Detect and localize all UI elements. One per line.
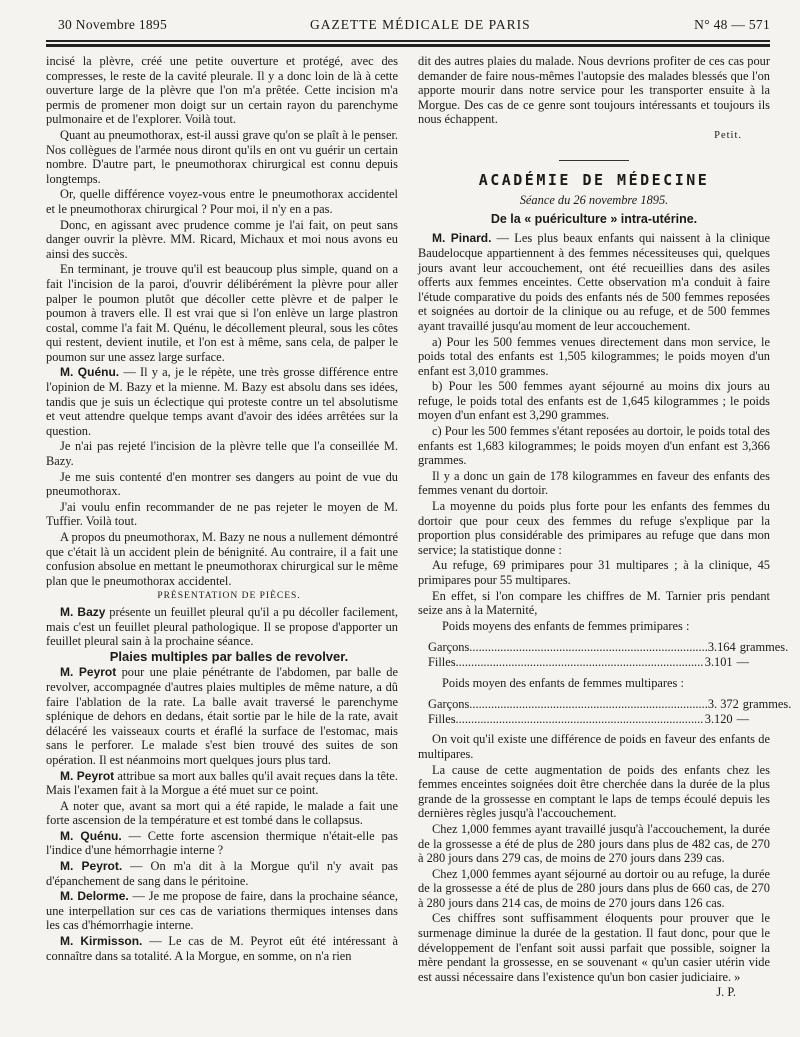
- author-signature: Petit.: [714, 129, 742, 141]
- paragraph: Quant au pneumothorax, est-il aussi grave qu'on se plaît à le penser. Nos collègues de l'armée nous diront qu'ils en ont vu guérir un certain nombre. D'autre part, le pneumothorax chirurgical est connu depuis longtemps.: [46, 127, 398, 186]
- paragraph: [46, 829, 398, 858]
- paragraph: Or, quelle différence voyez-vous entre le pneumothorax accidentel et le pneumothorax chirurgical ? Pour moi, il n'y en a pas.: [46, 187, 398, 216]
- paragraph: [46, 365, 398, 438]
- speaker-name: M. Quénu.: [60, 828, 122, 843]
- right-column: [418, 54, 792, 1000]
- section-divider: [559, 160, 629, 161]
- paragraph: Je n'ai pas rejeté l'incision de la plèvre telle que l'a conseillée M. Bazy.: [46, 439, 398, 469]
- paragraph: On voit qu'il existe une différence de poids en faveur des enfants de multipares.: [418, 732, 770, 761]
- speaker-name: M. Bazy: [60, 604, 106, 619]
- paragraph: [46, 769, 398, 798]
- speech-text: — On m'a dit à la Morgue qu'il n'y avait pas d'épanchement de sang dans le péritoine.: [46, 859, 398, 888]
- paragraph: En effet, si l'on compare les chiffres de M. Tarnier pris pendant seize ans à la Maternité,: [418, 588, 770, 618]
- speech-text: — Je me propose de faire, dans la prochaine séance, une interpellation sur ces cas de variations thermiques intenses dans les cas d'hémorrhagie interne.: [46, 889, 398, 933]
- paragraph: Chez 1,000 femmes ayant séjourné au dortoir ou au refuge, la durée de la grossesse a été de plus de 280 jours dans plus de 660 cas, de 270 à 280 jours dans 214 cas, de moins de 270 jours dans 126 cas.: [418, 866, 770, 910]
- table-row: [418, 655, 770, 670]
- journal-title: GAZETTE MÉDICALE DE PARIS: [310, 17, 531, 32]
- paragraph: Il y a donc un gain de 178 kilogrammes en faveur des enfants des femmes venant du dortoir.: [418, 468, 770, 498]
- paragraph: A propos du pneumothorax, M. Bazy ne nous a nullement démontré que c'était là un accident plein de bénignité. Au contraire, il a fait une confusion absolue en mettant le pneumothorax chirurgical sur le même plan que le pneumothorax accidentel.: [46, 530, 398, 588]
- speech-text: — Les plus beaux enfants qui naissent à la clinique Baudelocque appartiennent à des femmes nécessiteuses qui, quelques jours avant leur accouchement, ont été recueillies dans des asiles offerts aux femmes enceintes. Cette observation m'a conduit à faire l'étude comparative du poids des enfants nés de 500 femmes reposées et soignées au dortoir de la clinique ou au refuge, et de 500 femmes ayant travaillé jusqu'au moment de leur accouchement.: [418, 231, 771, 333]
- row-label: Garçons.............................................................................: [428, 697, 708, 712]
- header-rule-thick: [46, 44, 770, 47]
- paragraph: En terminant, je trouve qu'il est beaucoup plus simple, quand on a fait l'incision de la paroi, d'ouvrir délibérément la plèvre pour aller palper le poumon plutôt que décoller cette plèvre et de palper le poumon à travers elle. Il est vrai que si l'on enlève un large plastron costal, comme l'a fait M. Quénu, le décollement pleural, sous les côtes qui restent, devient inutile, et l'on est à même, sans cela, de palper le poumon sur une assez large surface.: [46, 262, 398, 364]
- row-label: Filles................................................................................: [428, 711, 704, 726]
- paragraph: La cause de cette augmentation de poids des enfants chez les femmes enceintes soignées doit être cherchée dans la durée de la plus grande de la grossesse en comptant le laps de temps écoulé depuis les dernières règles jusqu'à l'accouchement.: [418, 762, 770, 821]
- speech-text: présente un feuillet pleural qu'il a pu décoller facilement, mais c'est un feuillet pleural pathologique. Il se propose d'apporter un feuillet pleural sain à la prochaine séance.: [46, 604, 398, 649]
- row-value: 3.164: [707, 640, 736, 655]
- paragraph: [46, 934, 398, 963]
- row-unit: —: [736, 654, 750, 669]
- author-initials: J. P.: [716, 985, 736, 1000]
- table-row: [418, 697, 792, 712]
- speech-text: pour une plaie pénétrante de l'abdomen, par balle de revolver, accompagnée d'autres plaies multiples de même nature, a dû faire l'ablation de la rate. La balle avait traversé le parenchyme splénique de dehors en dedans, était sortie par le hile de la rate, avait délacéré les vaisseaux courts et éraflé la surface de l'estomac, mais sans le perforer. Le malade s'est bien trouvé des suites de son opération. Il est néanmoins mort quelques jours plus tard.: [46, 665, 398, 767]
- table-title: Poids moyens des enfants de femmes primipares :: [442, 618, 690, 633]
- row-value: 3.101: [704, 654, 733, 669]
- speech-text: — Cette forte ascension thermique n'était-elle pas l'indice d'une hémorrhagie interne ?: [46, 828, 398, 858]
- speaker-name: M. Quénu.: [60, 365, 120, 380]
- paragraph: incisé la plèvre, créé une petite ouverture et protégé, avec des compresses, le reste de la cavité pleurale. Il y a donc loin de là à cette ouverture large de la plèvre que l'on m'a prêtée. Cette incision m'a permis de promener mon doigt sur un certain rayon du parenchyme pulmonaire et de l'explorer. Voilà tout.: [46, 54, 398, 127]
- speaker-name: M. Kirmisson.: [60, 934, 143, 949]
- speech-text: — Le cas de M. Peyrot eût été intéressant à connaître dans sa totalité. A la Morgue, en somme, on n'a rien: [46, 934, 399, 963]
- subsection-heading: PRÉSENTATION DE PIÈCES.: [157, 591, 301, 602]
- left-column: [46, 54, 398, 964]
- paragraph: [46, 859, 398, 888]
- speaker-name: M. Peyrot.: [60, 859, 123, 874]
- paragraph: Je me suis contenté d'en montrer ses dangers au point de vue du pneumothorax.: [46, 469, 398, 499]
- paragraph: dit des autres plaies du malade. Nous devrions profiter de ces cas pour demander de faire nous-mêmes l'autopsie des malades blessés que l'on apporte mourir dans notre service pour les transporter ensuite à la Morgue. Des cas de ce genre sont toujours intéressants et toujours ils nous échappent.: [418, 54, 770, 127]
- paragraph: La moyenne du poids plus forte pour les enfants des femmes du dortoir que pour ceux des femmes du refuge s'explique par la proportion plus considérable des primipares au refuge que dans mon service; la statistique donne :: [418, 499, 770, 557]
- paragraph: b) Pour les 500 femmes ayant séjourné au moins dix jours au refuge, le poids total des enfants est de 1,645 kilogrammes ; le poids moyen d'un enfant est 3,290 grammes.: [418, 379, 770, 423]
- page-header: [58, 14, 770, 36]
- row-label: Garçons.............................................................................: [428, 640, 708, 655]
- section-heading: Plaies multiples par balles de revolver.: [109, 648, 349, 664]
- paragraph: A noter que, avant sa mort qui a été rapide, le malade a fait une forte ascension de la température et est tombé dans le collapsus.: [46, 798, 398, 828]
- table-row: [418, 712, 770, 727]
- subject-heading: De la « puériculture » intra-utérine.: [490, 211, 698, 226]
- paragraph: J'ai voulu enfin recommander de ne pas rejeter le moyen de M. Tuffier. Voilà tout.: [46, 499, 398, 529]
- paragraph: a) Pour les 500 femmes venues directement dans mon service, le poids total des enfants est 1,505 kilogrammes; le poids moyen d'un enfant est 3,010 grammes.: [418, 334, 770, 378]
- speech-text: — Il y a, je le répète, une très grosse différence entre l'opinion de M. Bazy et la mienne. M. Bazy est absolu dans ses idées, tandis que je suis un éclectique qui proteste contre un tel absolutisme et veut attendre quelque temps avant d'avoir des idées arrêtées sur la question.: [46, 365, 398, 438]
- row-unit: grammes.: [739, 640, 789, 655]
- paragraph: [46, 605, 398, 649]
- paragraph: [46, 889, 398, 933]
- paragraph: Chez 1,000 femmes ayant travaillé jusqu'à l'accouchement, la durée de la grossesse a été de plus de 280 jours dans plus de 482 cas, de 270 à 280 jours dans 279 cas, de moins de 270 jours dans 239 cas.: [418, 821, 770, 866]
- paragraph: [46, 665, 398, 767]
- issue-date: 30 Novembre 1895: [58, 17, 168, 32]
- row-value: 3.120: [704, 711, 733, 726]
- table-row: [418, 640, 789, 655]
- paragraph: [418, 231, 770, 333]
- speaker-name: M. Delorme.: [60, 889, 129, 904]
- row-unit: grammes.: [742, 697, 792, 712]
- paragraph: Donc, en agissant avec prudence comme je l'ai fait, on peut sans danger ouvrir la plèvre. MM. Ricard, Michaux et moi nous avons eu ainsi des succès.: [46, 217, 398, 261]
- page-number: N° 48 — 571: [694, 17, 770, 32]
- row-value: 3. 372: [707, 697, 739, 712]
- header-rule-thin: [46, 40, 770, 42]
- session-date: Séance du 26 novembre 1895.: [519, 193, 669, 208]
- row-unit: —: [736, 711, 750, 726]
- speaker-name: M. Peyrot: [60, 768, 115, 783]
- speaker-name: M. Pinard.: [432, 231, 492, 246]
- table-title: Poids moyen des enfants de femmes multipares :: [442, 675, 684, 690]
- paragraph: Ces chiffres sont suffisamment éloquents pour prouver que le surmenage diminue la durée de la gestation. Il faut donc, pour que le développement de l'enfant soit aussi parfait que possible, soigner la mère pendant la grossesse, en se souvenant « qu'un casier utérin vide est aussi nécessaire dans l'existence qu'un bon casier judiciaire. »: [418, 911, 770, 984]
- speech-text: attribue sa mort aux balles qu'il avait reçues dans la tête. Mais l'examen fait à la Morgue a été muet sur ce point.: [46, 768, 398, 798]
- paragraph: c) Pour les 500 femmes s'étant reposées au dortoir, le poids total des enfants est 1,683 kilogrammes; le poids moyen d'un enfant est 3,366 grammes.: [418, 424, 770, 468]
- speaker-name: M. Peyrot: [60, 665, 117, 680]
- row-label: Filles................................................................................: [428, 654, 704, 669]
- academy-heading: ACADÉMIE DE MÉDECINE: [478, 170, 710, 189]
- paragraph: Au refuge, 69 primipares pour 31 multipares ; à la clinique, 45 primipares pour 55 multipares.: [418, 558, 770, 587]
